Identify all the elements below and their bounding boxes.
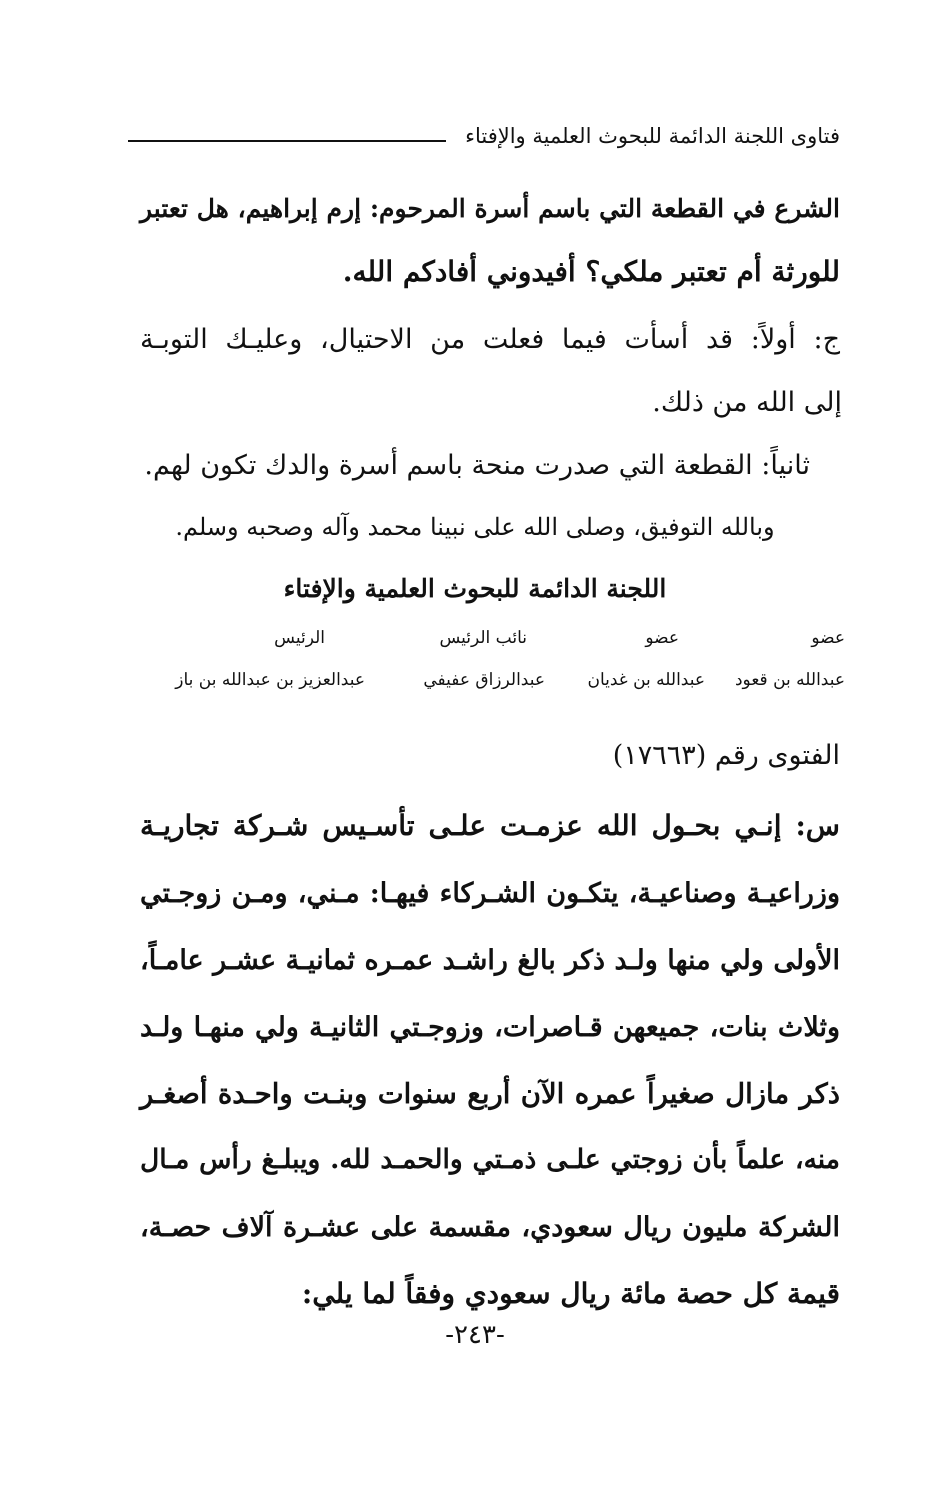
question-line-4: وثلاث بنات، جميعهن قـاصرات، وزوجـتي الثانيـة ولي منهـا ولـد — [140, 1012, 840, 1043]
question-line-5: ذكر مازال صغيراً عمره الآن أربع سنوات وبنـت واحـدة أصغـر — [140, 1078, 840, 1110]
running-header — [70, 118, 840, 158]
signatory-title-4: الرئيس — [274, 628, 325, 648]
answer-line-2: إلى الله من ذلك. — [652, 387, 842, 418]
signatory-title-3: نائب الرئيس — [439, 628, 527, 648]
question-line-3: الأولى ولي منها ولـد ذكر بالغ راشـد عمـره ثمانيـة عشـر عامـاً، — [140, 945, 840, 976]
answer-line-3: ثانياً: القطعة التي صدرت منحة باسم أسرة والدك تكون لهم. — [144, 450, 810, 481]
question-line-2: وزراعيـة وصناعيـة، يتكـون الشـركاء فيهـا: مـني، ومـن زوجـتي — [140, 878, 840, 909]
page-number: -٢٤٣- — [445, 1320, 505, 1350]
question-line-8: قيمة كل حصة مائة ريال سعودي وفقاً لما يلي: — [301, 1277, 840, 1310]
fatwa-number: الفتوى رقم (١٧٦٦٣) — [612, 740, 840, 771]
header-rule — [128, 140, 446, 142]
answer-closing: وبالله التوفيق، وصلى الله على نبينا محمد وآله وصحبه وسلم. — [175, 513, 775, 541]
question-line-1: س: إنـي بحـول الله عزمـت علـى تأسـيس شـركة تجاريـة — [140, 809, 840, 842]
answer-line-1: ج: أولاً: قد أسأت فيما فعلت من الاحتيال، وعليـك التوبـة — [140, 324, 840, 355]
signatory-name-3: عبدالرزاق عفيفي — [423, 670, 545, 690]
header-title: فتاوى اللجنة الدائمة للبحوث العلمية والإفتاء — [465, 124, 840, 148]
committee-name: اللجنة الدائمة للبحوث العلمية والإفتاء — [283, 574, 667, 603]
signatory-title-1: عضو — [811, 628, 845, 648]
signatory-name-4: عبدالعزيز بن عبدالله بن باز — [175, 670, 365, 690]
prev-question-line-1: الشرع في القطعة التي باسم أسرة المرحوم: إرم إبراهيم، هل تعتبر — [140, 194, 840, 223]
question-line-6: منه، علماً بأن زوجتي علـى ذمـتي والحمـد لله. ويبلـغ رأس مـال — [140, 1144, 840, 1175]
signatory-names — [125, 670, 845, 694]
question-line-7: الشركة مليون ريال سعودي، مقسمة على عشـرة آلاف حصـة، — [140, 1212, 840, 1243]
signatory-title-2: عضو — [645, 628, 679, 648]
signatory-titles — [125, 628, 845, 652]
signatory-name-1: عبدالله بن قعود — [734, 670, 845, 690]
prev-question-line-2: للورثة أم تعتبر ملكي؟ أفيدوني أفادكم الله. — [342, 255, 840, 288]
signatory-name-2: عبدالله بن غديان — [587, 670, 705, 690]
